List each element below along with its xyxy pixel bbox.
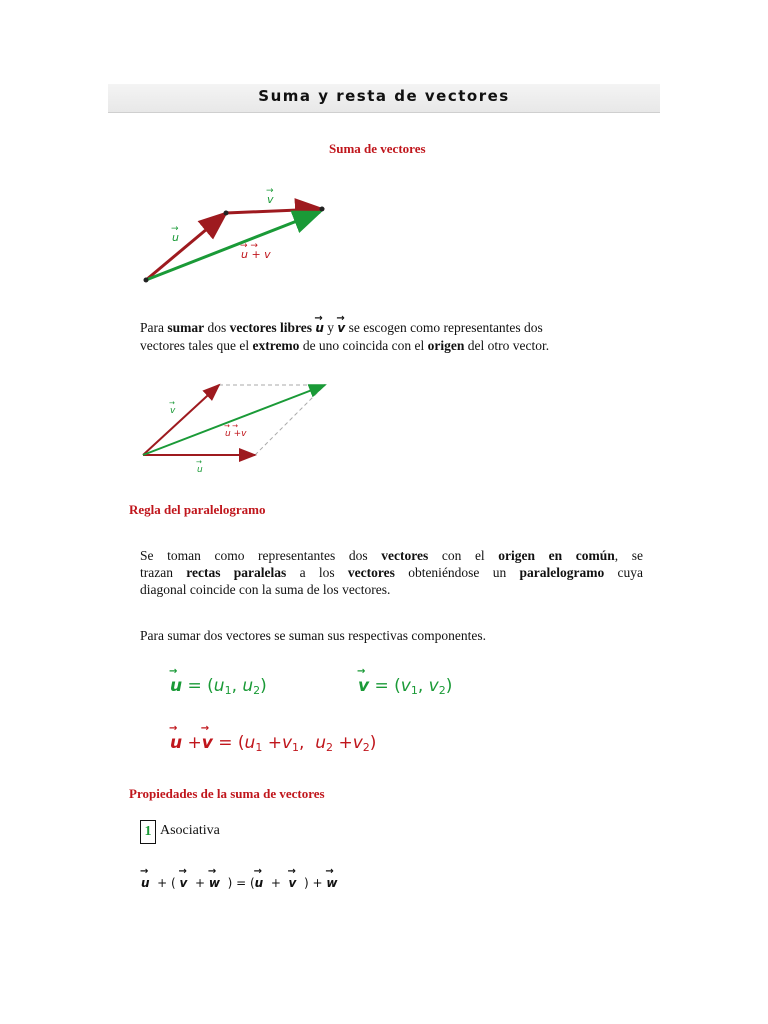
property-label-asociativa: Asociativa (160, 823, 220, 838)
formula-u-components: → $u = (u_1$, $u_2$) (170, 676, 267, 697)
vector-u-arrow (146, 213, 226, 280)
svg-text:→ →: → → (224, 422, 238, 430)
vector-v-arrow (226, 209, 322, 213)
page-title-bar (108, 84, 660, 113)
svg-text:→: → (266, 186, 274, 196)
svg-text:→: → (169, 399, 175, 407)
diagram1-label-u: u (172, 231, 179, 244)
diagram1-label-sum: u + v (241, 248, 271, 261)
paragraph-components: Para sumar dos vectores se suman sus respectivas componentes. (140, 628, 487, 643)
diagram2-label-sum: u +v (225, 429, 247, 439)
section-heading-propiedades: Propiedades de la suma de vectores (129, 786, 325, 801)
symbol-v: → v (337, 320, 345, 337)
svg-text:→ →: → → (240, 241, 258, 251)
svg-text:→: → (171, 224, 179, 234)
page-title: Suma y resta de vectores (258, 87, 510, 105)
vector-sum-arrow (146, 212, 320, 280)
diagram-parallelogram (135, 375, 335, 480)
svg-text:→: → (196, 458, 202, 466)
section-heading-paralelogramo: Regla del paralelogramo (129, 502, 266, 517)
formula-associative: → u + ( → v + → w ) = (→ u + → v ) + → w (141, 876, 337, 890)
symbol-u: → u (315, 320, 324, 337)
paragraph-parallelogram-rule: Se toman como representantes dos vectores con el origen en común, se trazan rectas paralelas a los vectores obteniéndose un paralelogramo cuya diagonal coincide con la suma de los vectores. (140, 548, 644, 597)
formula-sum-components: → $u +\to v = (u_1 +v_1$, $u_2 +v_2$) (170, 733, 376, 754)
diagram2-label-v: v (170, 406, 176, 416)
paragraph-sum-definition: Para sumar dos vectores libres → u y → v se escogen como representantes dos vectores tales que el extremo de uno coincida con el origen del otro vector. (140, 319, 620, 354)
diagram-vector-sum-triangle (130, 185, 350, 290)
section-heading-suma: Suma de vectores (329, 141, 426, 156)
parallelogram-sum-arrow (143, 385, 325, 455)
parallelogram-v-arrow (143, 385, 219, 455)
diagram1-label-v: v (267, 193, 274, 206)
diagram2-label-u: u (197, 465, 203, 475)
formula-v-components: → $v = (v_1$, $v_2$) (358, 676, 452, 697)
property-number-badge: 1 (140, 820, 156, 844)
